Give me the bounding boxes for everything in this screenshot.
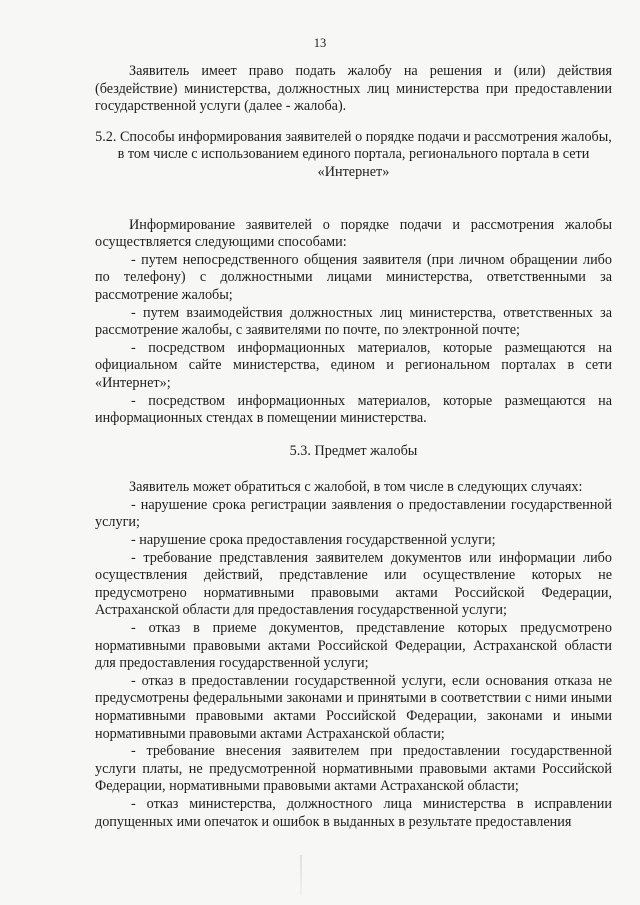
list-item: - отказ в приеме документов, представление которых предусмотрено нормативными правовыми актами Российской Федерации, Астраханской области для предоставления государственной услуги; [95,620,612,672]
list-item: - отказ в предоставлении государственной услуги, если основания отказа не предусмотрены федеральными законами и принятыми в соответствии с ними иными нормативными правовыми актами Российской Федерации, законами и иными нормативными правовыми актами Астраханской области; [95,672,612,742]
list-item: - нарушение срока регистрации заявления о предоставлении государственной услуги; [95,496,612,531]
document-body [95,63,612,831]
list-item: - путем взаимодействия должностных лиц министерства, ответственных за рассмотрение жалобы, с заявителями по почте, по электронной почте; [95,304,612,339]
section-5-3-heading: 5.3. Предмет жалобы [289,442,418,459]
page-number: 13 [313,36,327,50]
list-item: - отказ министерства, должностного лица министерства в исправлении допущенных ими опечаток и ошибок в выданных в результате предоставления [95,795,612,830]
section-5-3-lead: Заявитель может обратиться с жалобой, в том числе в следующих случаях: [129,479,583,496]
list-item: - путем непосредственного общения заявителя (при личном обращении либо по телефону) с должностными лицами министерства, ответственными за рассмотрение жалобы; [95,251,612,303]
section-5-2-lead: Информирование заявителей о порядке подачи и рассмотрения жалобы осуществляется следующими способами: [95,216,612,251]
list-item: - требование внесения заявителем при предоставлении государственной услуги платы, не предусмотренной нормативными правовыми актами Российской Федерации, нормативными правовыми актами Астраханской области; [95,743,612,795]
scan-artifact [300,855,302,895]
intro-paragraph: Заявитель имеет право подать жалобу на решения и (или) действия (бездействие) министерства, должностных лиц министерства при предоставлении государственной услуги (далее - жалоба). [95,63,612,115]
list-item: - посредством информационных материалов, которые размещаются на информационных стендах в помещении министерства. [95,392,612,427]
list-item: - посредством информационных материалов, которые размещаются на официальном сайте министерства, едином и региональном порталах в сети «Интернет»; [95,339,612,391]
list-item: - требование представления заявителем документов или информации либо осуществления действий, представление или осуществление которых не предусмотрено нормативными правовыми актами Российской Федерации, Астраханской области для предоставления государственной услуги; [95,549,612,619]
list-item: - нарушение срока предоставления государственной услуги; [131,532,496,549]
section-5-2-heading: 5.2. Способы информирования заявителей о порядке подачи и рассмотрения жалобы, в том числе с использованием единого портала, регионального портала в сети «Интернет» [95,128,612,180]
